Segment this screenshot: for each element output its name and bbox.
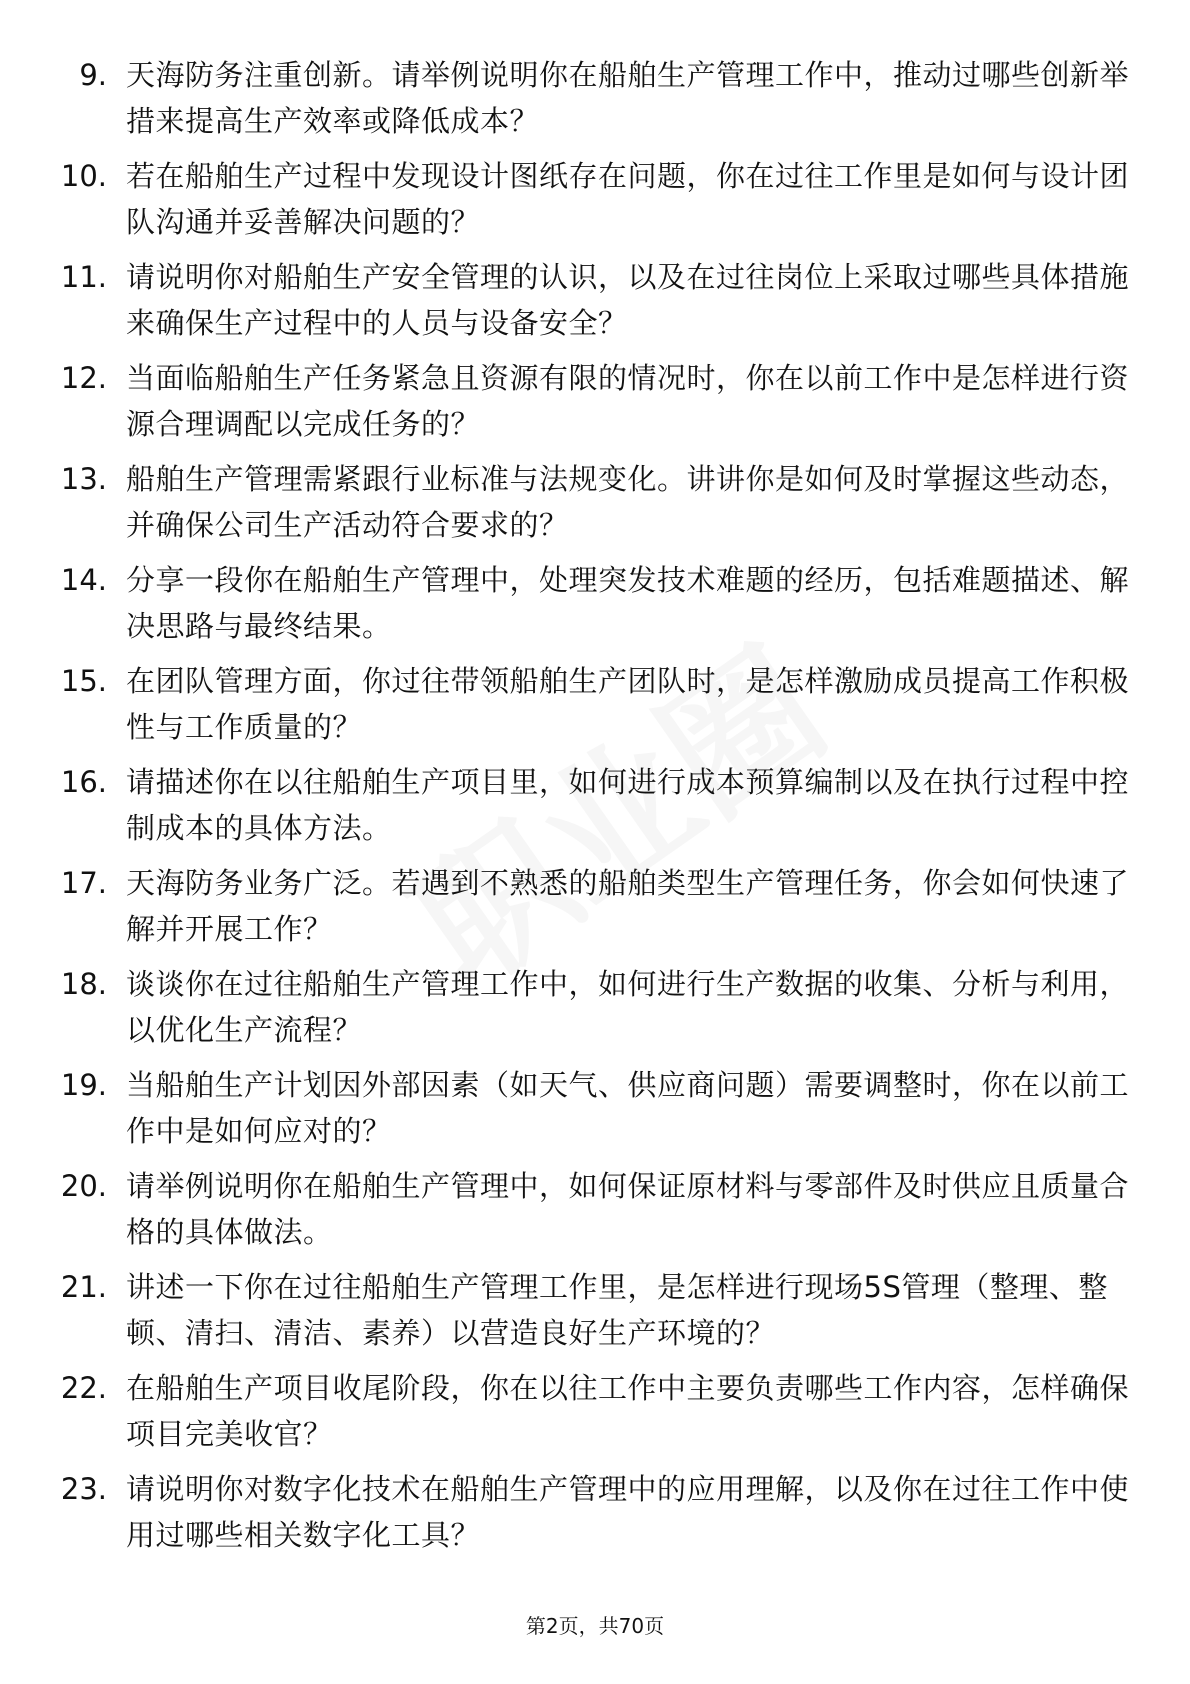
question-number: 15. — [60, 664, 107, 698]
question-number: 19. — [60, 1068, 107, 1102]
question-number: 22. — [60, 1371, 107, 1405]
question-item — [60, 1264, 1130, 1365]
question-item — [60, 153, 1130, 254]
question-text: 谈谈你在过往船舶生产管理工作中，如何进行生产数据的收集、分析与利用，以优化生产流程？ — [126, 967, 1130, 1047]
question-text: 在船舶生产项目收尾阶段，你在以往工作中主要负责哪些工作内容，怎样确保项目完美收官？ — [126, 1371, 1130, 1451]
question-item — [60, 961, 1130, 1062]
question-number: 11. — [60, 260, 107, 294]
question-text: 当面临船舶生产任务紧急且资源有限的情况时，你在以前工作中是怎样进行资源合理调配以完成任务的？ — [126, 361, 1130, 441]
question-number: 9. — [79, 58, 107, 92]
question-number: 13. — [60, 462, 107, 496]
question-number: 21. — [60, 1270, 107, 1304]
question-text: 分享一段你在船舶生产管理中，处理突发技术难题的经历，包括难题描述、解决思路与最终结果。 — [126, 563, 1130, 643]
question-text: 请说明你对数字化技术在船舶生产管理中的应用理解，以及你在过往工作中使用过哪些相关数字化工具？ — [126, 1472, 1130, 1552]
question-text: 船舶生产管理需紧跟行业标准与法规变化。讲讲你是如何及时掌握这些动态，并确保公司生产活动符合要求的？ — [126, 462, 1130, 542]
question-text: 请举例说明你在船舶生产管理中，如何保证原材料与零部件及时供应且质量合格的具体做法。 — [126, 1169, 1130, 1249]
question-number: 14. — [60, 563, 107, 597]
question-text: 若在船舶生产过程中发现设计图纸存在问题，你在过往工作里是如何与设计团队沟通并妥善解决问题的？ — [126, 159, 1130, 239]
question-item — [60, 456, 1130, 557]
question-text: 请描述你在以往船舶生产项目里，如何进行成本预算编制以及在执行过程中控制成本的具体方法。 — [126, 765, 1130, 845]
question-text: 天海防务业务广泛。若遇到不熟悉的船舶类型生产管理任务，你会如何快速了解并开展工作？ — [126, 866, 1130, 946]
question-item — [60, 860, 1130, 961]
question-text: 在团队管理方面，你过往带领船舶生产团队时，是怎样激励成员提高工作积极性与工作质量的？ — [126, 664, 1130, 744]
question-list — [60, 52, 1130, 1567]
question-text: 天海防务注重创新。请举例说明你在船舶生产管理工作中，推动过哪些创新举措来提高生产效率或降低成本？ — [126, 58, 1130, 138]
question-number: 17. — [60, 866, 107, 900]
question-text: 当船舶生产计划因外部因素（如天气、供应商问题）需要调整时，你在以前工作中是如何应对的？ — [126, 1068, 1130, 1148]
question-number: 12. — [60, 361, 107, 395]
question-text: 请说明你对船舶生产安全管理的认识，以及在过往岗位上采取过哪些具体措施来确保生产过程中的人员与设备安全？ — [126, 260, 1130, 340]
question-item — [60, 254, 1130, 355]
question-item — [60, 1466, 1130, 1567]
question-item — [60, 658, 1130, 759]
question-text: 讲述一下你在过往船舶生产管理工作里，是怎样进行现场5S管理（整理、整顿、清扫、清洁、素养）以营造良好生产环境的？ — [126, 1270, 1108, 1350]
question-item — [60, 1365, 1130, 1466]
question-number: 16. — [60, 765, 107, 799]
question-item — [60, 52, 1130, 153]
question-number: 10. — [60, 159, 107, 193]
question-number: 23. — [60, 1472, 107, 1506]
question-item — [60, 557, 1130, 658]
page-number-footer: 第2页，共70页 — [525, 1614, 665, 1638]
question-number: 18. — [60, 967, 107, 1001]
question-item — [60, 1163, 1130, 1264]
question-item — [60, 759, 1130, 860]
question-item — [60, 355, 1130, 456]
question-item — [60, 1062, 1130, 1163]
question-number: 20. — [60, 1169, 107, 1203]
